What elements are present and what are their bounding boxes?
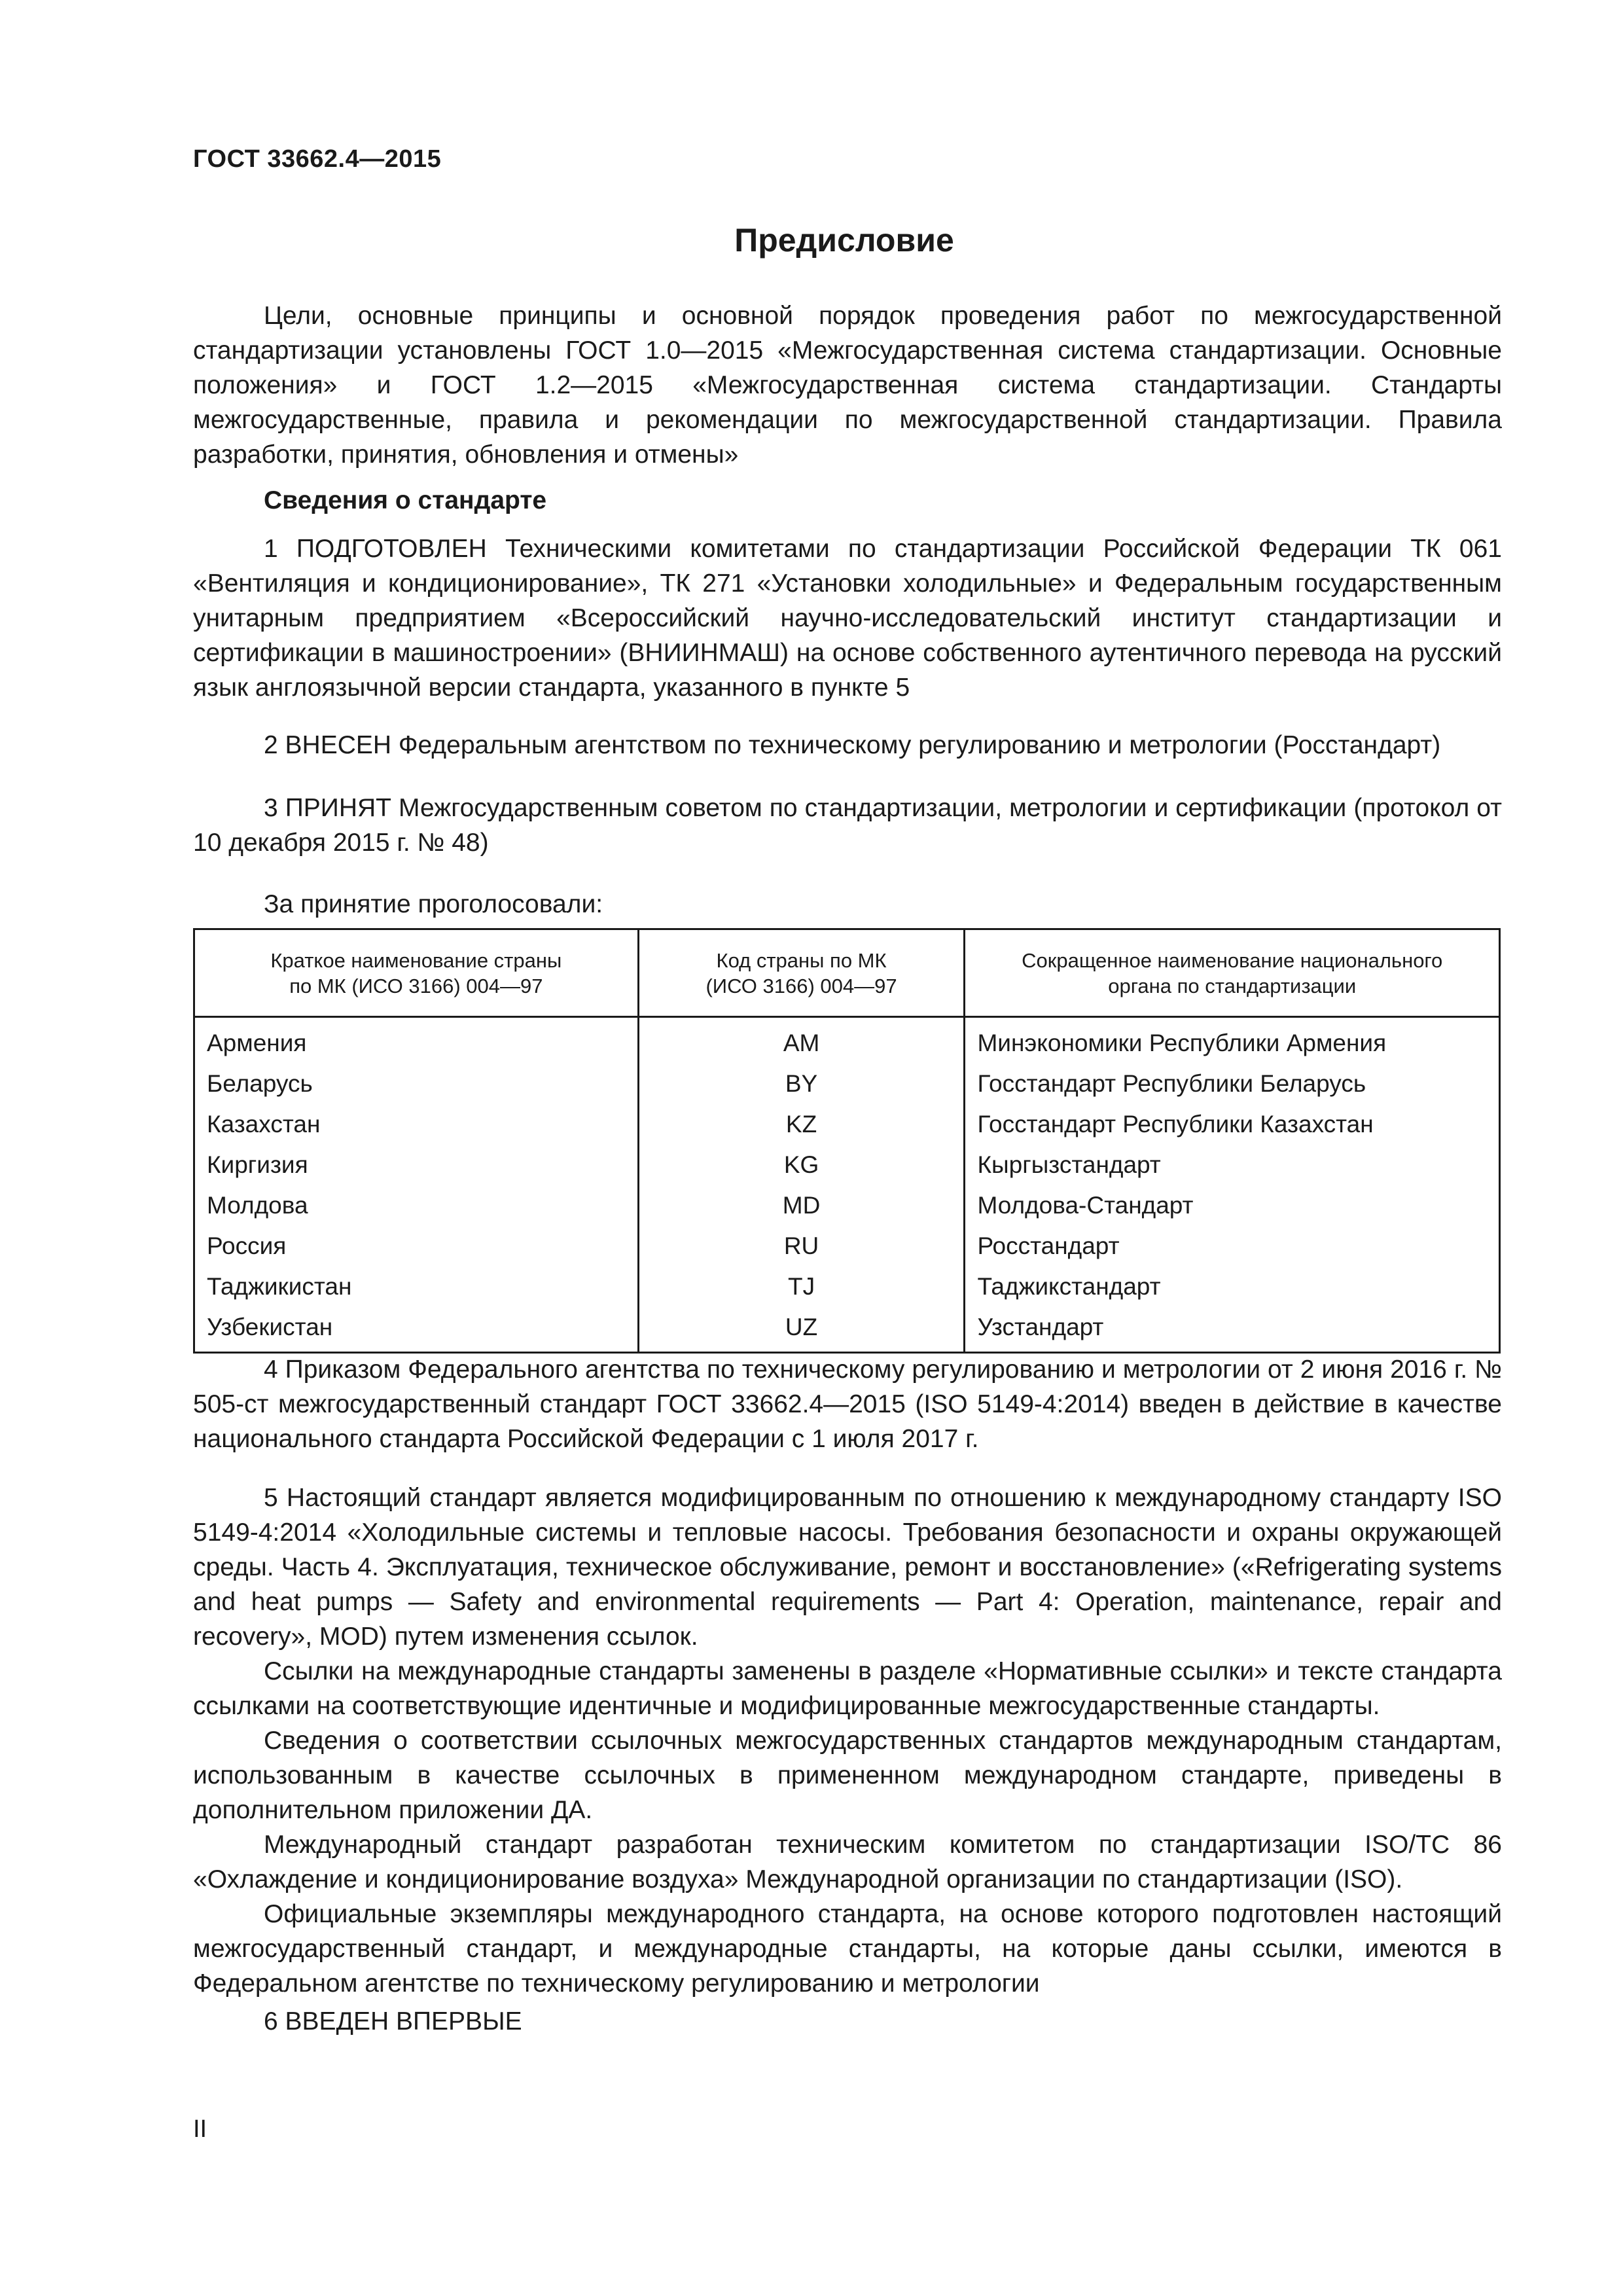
section-heading: Сведения о стандарте: [264, 486, 547, 514]
code-cell: BY: [638, 1064, 965, 1104]
section-heading-block: [193, 483, 1502, 518]
table-row: [194, 1226, 1500, 1266]
table-header-code: [638, 929, 965, 1017]
header-country-line-2: по МК (ИСО 3166) 004—97: [289, 974, 543, 997]
table-row: [194, 1017, 1500, 1064]
table-header-country: [194, 929, 639, 1017]
standards-body-cell: Госстандарт Республики Беларусь: [965, 1064, 1500, 1104]
item-5-annex-paragraph: Сведения о соответствии ссылочных межгосударственных стандартов международным стандартам, использованным в качестве ссылочных в примененном международном стандарте, приведены в дополнительном приложении ДА.: [193, 1727, 1502, 1824]
country-cell: Армения: [194, 1017, 639, 1064]
country-cell: Беларусь: [194, 1064, 639, 1104]
item-5-references-paragraph: Ссылки на международные стандарты заменены в разделе «Нормативные ссылки» и тексте стандарта ссылками на соответствующие идентичные и модифицированные межгосударственные стандарты.: [193, 1657, 1502, 1720]
header-country-line-1: Краткое наименование страны: [270, 948, 562, 972]
document-code: ГОСТ 33662.4—2015: [193, 145, 442, 173]
item-5-copies-paragraph: Официальные экземпляры международного стандарта, на основе которого подготовлен настоящий межгосударственный стандарт, и международные стандарты, на которые даны ссылки, имеются в Федеральном агентстве по техническому регулированию и метрологии: [193, 1900, 1502, 1998]
table-row: [194, 1104, 1500, 1145]
code-cell: MD: [638, 1185, 965, 1226]
code-cell: KZ: [638, 1104, 965, 1145]
item-6-paragraph: 6 ВВЕДЕН ВПЕРВЫЕ: [264, 2007, 522, 2036]
country-cell: Таджикистан: [194, 1266, 639, 1307]
table-header-row: [194, 929, 1500, 1017]
table-row: [194, 1185, 1500, 1226]
item-2-paragraph: 2 ВНЕСЕН Федеральным агентством по техническому регулированию и метрологии (Росстандарт): [264, 731, 1441, 759]
standards-body-cell: Минэкономики Республики Армения: [965, 1017, 1500, 1064]
standards-body-cell: Молдова-Стандарт: [965, 1185, 1500, 1226]
voting-label: За принятие проголосовали:: [264, 890, 603, 918]
standards-body-cell: Узстандарт: [965, 1307, 1500, 1353]
intro-paragraph: Цели, основные принципы и основной порядок проведения работ по межгосударственной стандартизации установлены ГОСТ 1.0—2015 «Межгосударственная система стандартизации. Основные положения» и ГОСТ 1.2—2015 «Межгосударственная система стандартизации. Стандарты межгосударственные, правила и рекомендации по межгосударственной стандартизации. Правила разработки, принятия, обновления и отмены»: [193, 302, 1502, 469]
code-cell: TJ: [638, 1266, 965, 1307]
code-cell: RU: [638, 1226, 965, 1266]
item-2-block: [193, 728, 1502, 762]
code-cell: AM: [638, 1017, 965, 1064]
item-4-block: [193, 1352, 1502, 1456]
item-5-block: [193, 1480, 1502, 2001]
header-code-line-1: Код страны по МК: [716, 948, 887, 972]
standards-body-cell: Росстандарт: [965, 1226, 1500, 1266]
table-row: [194, 1145, 1500, 1185]
header-body-line-1: Сокращенное наименование национального: [1022, 948, 1443, 972]
intro-block: [193, 298, 1502, 472]
voting-label-block: [193, 887, 1502, 922]
country-cell: Узбекистан: [194, 1307, 639, 1353]
code-cell: UZ: [638, 1307, 965, 1353]
country-cell: Казахстан: [194, 1104, 639, 1145]
code-cell: KG: [638, 1145, 965, 1185]
item-1-block: [193, 531, 1502, 705]
page-title: Предисловие: [734, 222, 954, 259]
standards-body-cell: Кыргызстандарт: [965, 1145, 1500, 1185]
item-6-block: [193, 2004, 1502, 2039]
table-row: [194, 1307, 1500, 1353]
item-4-paragraph: 4 Приказом Федерального агентства по техническому регулированию и метрологии от 2 июня 2016 г. № 505-ст межгосударственный стандарт ГОСТ 33662.4—2015 (ISO 5149-4:2014) введен в действие в качестве национального стандарта Российской Федерации с 1 июля 2017 г.: [193, 1355, 1502, 1453]
table-row: [194, 1064, 1500, 1104]
item-3-paragraph: 3 ПРИНЯТ Межгосударственным советом по стандартизации, метрологии и сертификации (протокол от 10 декабря 2015 г. № 48): [193, 794, 1502, 857]
item-5-paragraph: 5 Настоящий стандарт является модифицированным по отношению к международному стандарту ISO 5149-4:2014 «Холодильные системы и тепловые насосы. Требования безопасности и охраны окружающей среды. Часть 4. Эксплуатация, техническое обслуживание, ремонт и восстановление» («Refrigerating systems and heat pumps — Safety and environmental requirements — Part 4: Operation, maintenance, repair and recovery», MOD) путем изменения ссылок.: [193, 1484, 1502, 1651]
page-number: II: [193, 2115, 207, 2143]
header-body-line-2: органа по стандартизации: [1108, 974, 1357, 997]
item-5-committee-paragraph: Международный стандарт разработан техническим комитетом по стандартизации ISO/TC 86 «Охлаждение и кондиционирование воздуха» Международной организации по стандартизации (ISO).: [193, 1831, 1502, 1893]
standards-body-cell: Таджикстандарт: [965, 1266, 1500, 1307]
country-cell: Молдова: [194, 1185, 639, 1226]
table-row: [194, 1266, 1500, 1307]
country-cell: Россия: [194, 1226, 639, 1266]
table-header-standards-body: [965, 929, 1500, 1017]
item-1-paragraph: 1 ПОДГОТОВЛЕН Техническими комитетами по стандартизации Российской Федерации ТК 061 «Вентиляция и кондиционирование», ТК 271 «Установки холодильные» и Федеральным государственным унитарным предприятием «Всероссийский научно-исследовательский институт стандартизации и сертификации в машиностроении» (ВНИИНМАШ) на основе собственного аутентичного перевода на русский язык англоязычной версии стандарта, указанного в пункте 5: [193, 535, 1502, 702]
item-3-block: [193, 791, 1502, 860]
country-cell: Киргизия: [194, 1145, 639, 1185]
standards-body-cell: Госстандарт Республики Казахстан: [965, 1104, 1500, 1145]
voting-table: [193, 928, 1501, 1354]
header-code-line-2: (ИСО 3166) 004—97: [705, 974, 897, 997]
